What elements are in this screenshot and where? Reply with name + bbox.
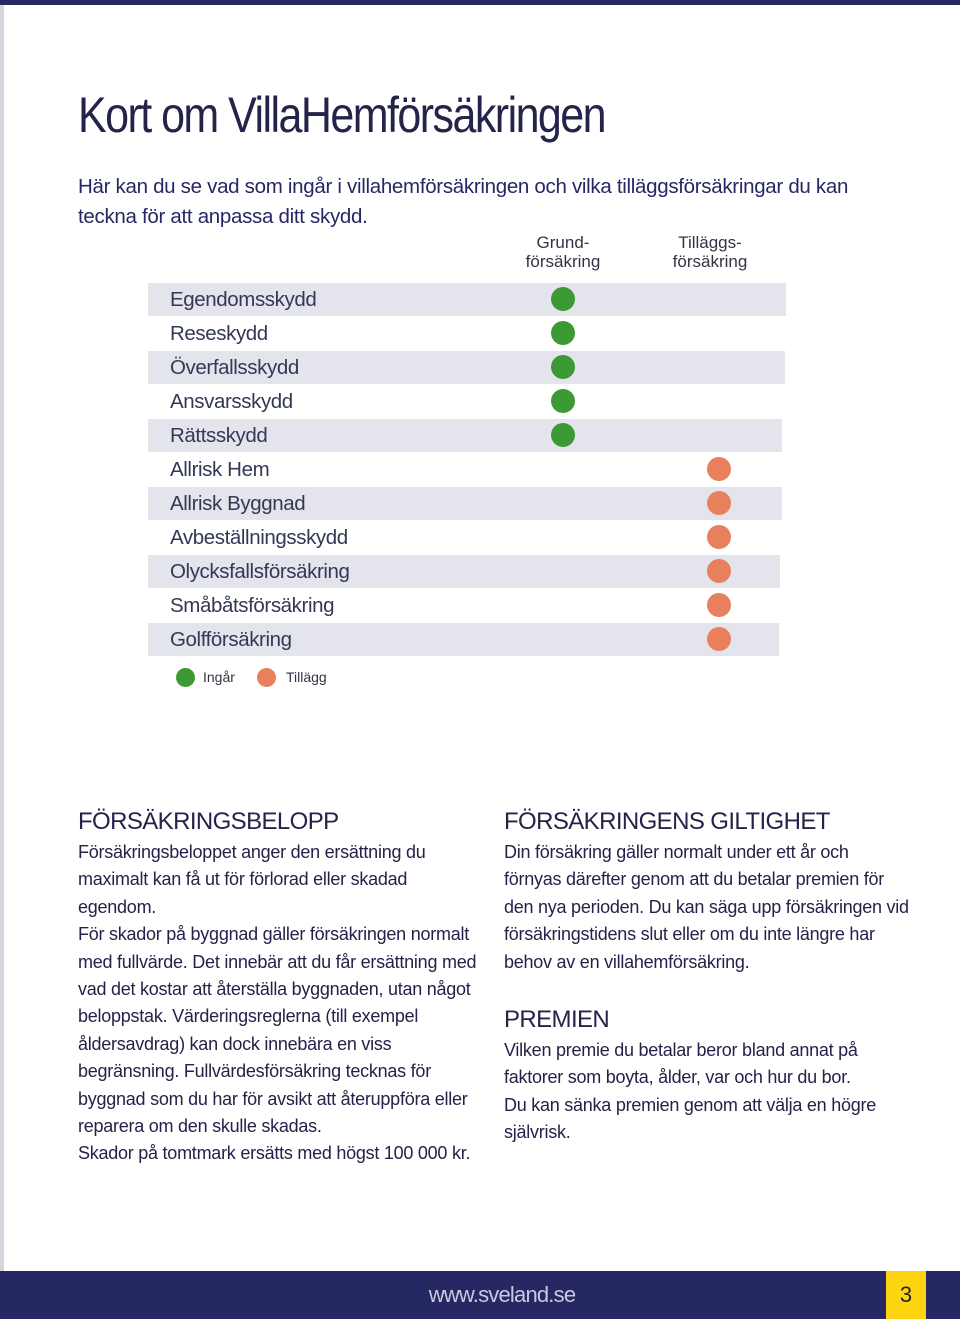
- coverage-row-label: Allrisk Byggnad: [170, 492, 306, 515]
- coverage-row: [148, 623, 779, 656]
- coverage-row: [148, 453, 781, 486]
- coverage-row-label: Överfallsskydd: [170, 356, 299, 379]
- legend-included-label: Ingår: [203, 669, 235, 685]
- coverage-row: [148, 521, 781, 554]
- included-dot: [551, 355, 575, 379]
- included-dot: [551, 321, 575, 345]
- section-heading-giltighet: FÖRSÄKRINGENS GILTIGHET: [504, 808, 830, 835]
- coverage-row: [148, 283, 786, 316]
- coverage-row: [148, 487, 782, 520]
- premien-paragraph-2: Du kan sänka premien genom att välja en högre självrisk.: [504, 1094, 876, 1143]
- included-dot: [551, 287, 575, 311]
- left-margin-rule: [0, 5, 4, 1271]
- column-header-tillagg-line-1: Tilläggs-: [678, 233, 742, 252]
- footer-bar: [0, 1271, 960, 1319]
- section-body-premien: [504, 1037, 909, 1147]
- coverage-row: [148, 385, 784, 418]
- column-header-grund-line-1: Grund-: [536, 233, 590, 252]
- section-heading-premien: PREMIEN: [504, 1006, 610, 1033]
- intro-text: Här kan du se vad som ingår i villahemförsäkringen och vilka tilläggsförsäkringar du kan teckna för att anpassa ditt skydd.: [78, 175, 849, 228]
- addon-dot: [707, 525, 731, 549]
- column-header-grund-line-2: försäkring: [525, 252, 601, 271]
- section-body-belopp: [78, 839, 480, 1168]
- coverage-row-label: Ansvarsskydd: [170, 390, 293, 413]
- addon-dot: [707, 593, 731, 617]
- legend-addon-dot: [257, 668, 276, 687]
- belopp-paragraph-3: Skador på tomtmark ersätts med högst 100 000 kr.: [78, 1143, 471, 1164]
- addon-dot: [707, 457, 731, 481]
- coverage-row: [148, 317, 786, 350]
- top-bar: [0, 0, 960, 5]
- page-title: Kort om VillaHemförsäkringen: [78, 87, 606, 143]
- coverage-row-label: Allrisk Hem: [170, 458, 270, 481]
- coverage-row-label: Avbeställningsskydd: [170, 526, 348, 549]
- coverage-row: [148, 589, 779, 622]
- coverage-row-label: Reseskydd: [170, 322, 268, 345]
- column-header-grund: [493, 233, 633, 271]
- coverage-row: [148, 419, 782, 452]
- legend-addon-label: Tillägg: [286, 669, 327, 685]
- addon-dot: [707, 559, 731, 583]
- coverage-row-label: Rättsskydd: [170, 424, 268, 447]
- included-dot: [551, 389, 575, 413]
- included-dot: [551, 423, 575, 447]
- section-heading-belopp: FÖRSÄKRINGSBELOPP: [78, 808, 339, 835]
- addon-dot: [707, 491, 731, 515]
- column-header-tillagg: [640, 233, 780, 271]
- legend-included-dot: [176, 668, 195, 687]
- belopp-paragraph-1: Försäkringsbeloppet anger den ersättning du maximalt kan få ut för förlorad eller skadad egendom.: [78, 842, 426, 917]
- coverage-row-label: Småbåtsförsäkring: [170, 594, 335, 617]
- coverage-row-label: Olycksfallsförsäkring: [170, 560, 350, 583]
- addon-dot: [707, 627, 731, 651]
- belopp-paragraph-2: För skador på byggnad gäller försäkringen normalt med fullvärde. Det innebär att du får ersättning med vad det kostar att återställa byggnaden, utan något beloppstak. Värderingsreglerna (till exempel åldersavdrag) kan dock innebära en viss begränsning. Fullvärdesförsäkring tecknas för byggnad som du har för avsikt att återuppföra eller reparera om den skulle skadas.: [78, 924, 477, 1137]
- column-header-tillagg-line-2: försäkring: [672, 252, 748, 271]
- coverage-row: [148, 351, 785, 384]
- premien-paragraph-1: Vilken premie du betalar beror bland annat på faktorer som boyta, ålder, var och hur du bor.: [504, 1040, 858, 1088]
- website-link[interactable]: www.sveland.se: [428, 1282, 576, 1307]
- page-number: 3: [886, 1271, 926, 1319]
- coverage-row: [148, 555, 780, 588]
- section-body-giltighet: [504, 839, 909, 976]
- coverage-row-label: Golfförsäkring: [170, 628, 292, 651]
- giltighet-paragraph-1: Din försäkring gäller normalt under ett år och förnyas därefter genom att du betalar premien för den nya perioden. Du kan säga upp försäkringen vid försäkringstidens slut eller om du inte längre har behov av en villahemförsäkring.: [504, 842, 909, 972]
- coverage-row-label: Egendomsskydd: [170, 288, 317, 311]
